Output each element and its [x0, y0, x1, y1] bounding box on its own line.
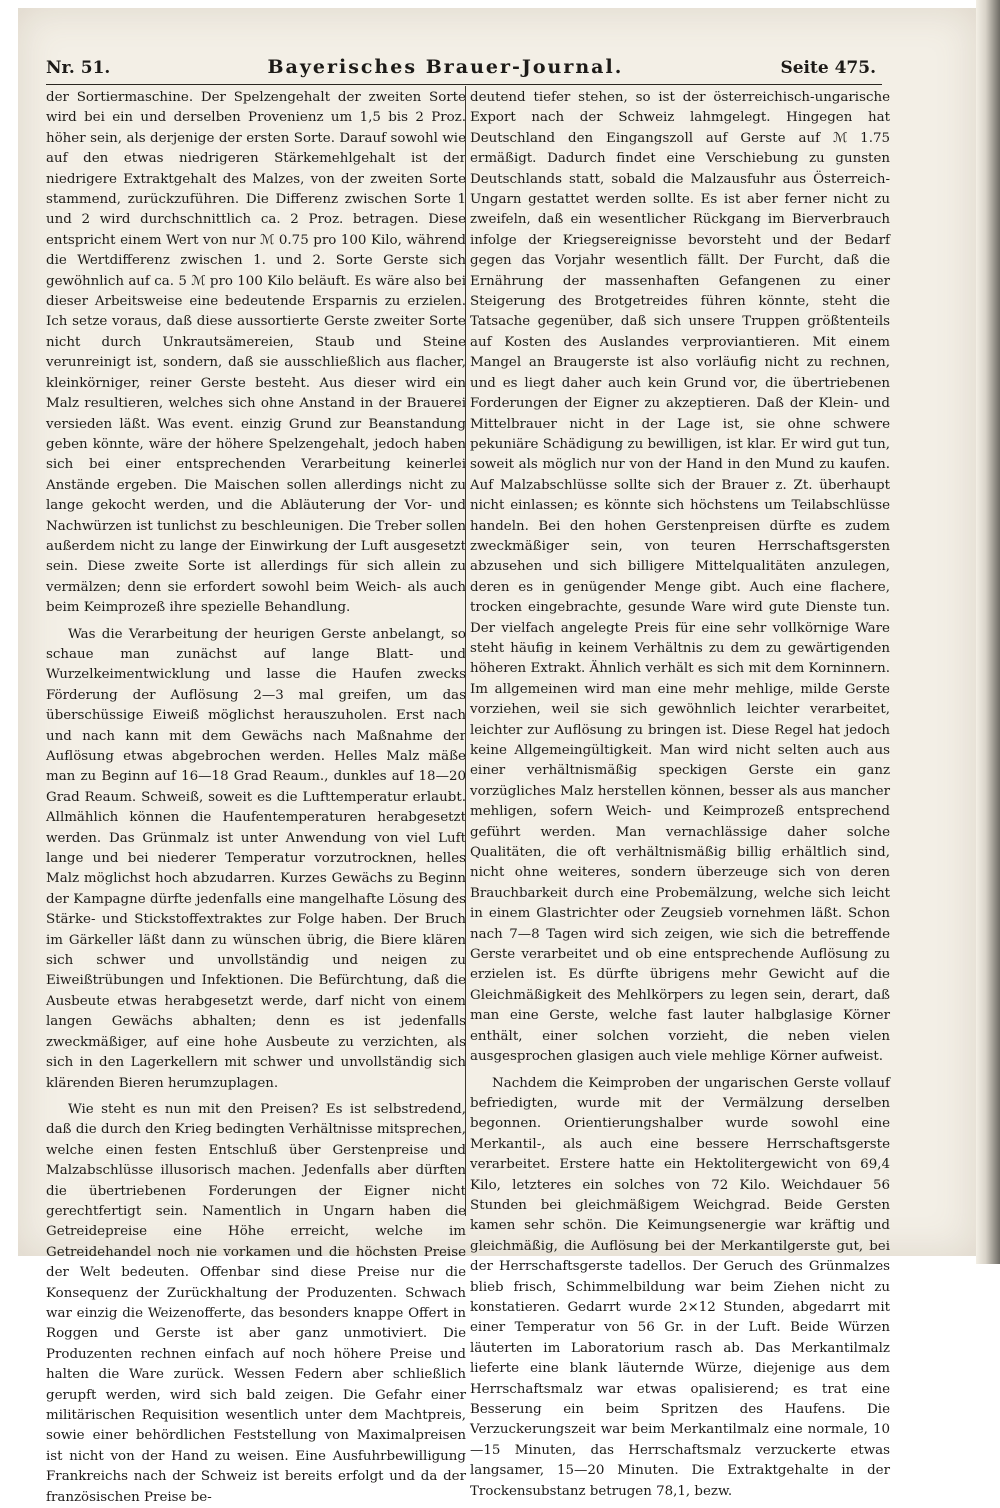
paragraph: deutend tiefer stehen, so ist der österreichisch-ungarische Export nach der Schweiz lahmgelegt. Hingegen hat Deutschland den Eingangszoll auf Gerste auf ℳ 1.75 ermäßigt. Dadurch findet eine Verschiebung zu gunsten Deutschlands statt, sobald die Malzausfuhr aus Österreich-Ungarn gestattet werden sollte. Es ist aber ferner nicht zu zweifeln, daß ein wesentlicher Rückgang im Bierverbrauch infolge der Kriegsereignisse bevorsteht und der Bedarf gegen das Vorjahr wesentlich fällt. Der Furcht, daß die Ernährung der massenhaften Gefangenen zu einer Steigerung des Brotgetreides führen könnte, steht die Tatsache gegenüber, daß sich unsere Truppen größtenteils auf Kosten des Auslandes verproviantieren. Mit einem Mangel an Braugerste ist also vorläufig nicht zu rechnen, und es liegt daher auch kein Grund vor, die übertriebenen Forderungen der Eigner zu akzeptieren. Daß der Klein- und Mittelbrauer nicht in der Lage ist, sie ohne schwere pekuniäre Schädigung zu bewilligen, ist klar. Er wird gut tun, soweit als möglich nur von der Hand in den Mund zu kaufen. Auf Malzabschlüsse sollte sich der Brauer z. Zt. überhaupt nicht einlassen; es könnte sich höchstens um Teilabschlüsse handeln. Bei den hohen Gerstenpreisen dürfte es zudem zweckmäßiger sein, von teuren Herrschaftsgersten abzusehen und sich billigere Mittelqualitäten anzulegen, deren es in genügender Menge gibt. Auch eine flachere, trocken eingebrachte, gesunde Ware wird gute Dienste tun. Der vielfach angelegte Preis für eine sehr vollkörnige Ware steht häufig in keinem Verhältnis zu dem zu gewärtigenden höheren Extrakt. Ähnlich verhält es sich mit dem Korninnern. Im allgemeinen wird man eine mehr mehlige, milde Gerste vorziehen, weil sie sich gewöhnlich leichter verarbeitet, leichter zur Auflösung zu bringen ist. Diese Regel hat jedoch keine Allgemeingültigkeit. Man wird nicht selten auch aus einer verhältnismäßig speckigen Gerste ein ganz vorzügliches Malz herstellen können, besser als aus mancher mehligen, sofern Weich- und Keimprozeß entsprechend geführt werden. Man vernachlässige daher solche Qualitäten, die oft verhältnismäßig billig erhältlich sind, nicht ohne weiteres, sondern überzeuge sich von deren Brauchbarkeit durch eine Probemälzung, welche sich leicht in einem Glastrichter oder Zeugsieb vornehmen läßt. Schon nach 7—8 Tagen wird sich zeigen, wie sich die betreffende Gerste verarbeitet und ob eine entsprechende Auflösung zu erzielen ist. Es dürfte übrigens mehr Gewicht auf die Gleichmäßigkeit des Mehlkörpers zu legen sein, derart, daß man eine Gerste, welche fast lauter halbglasige Körner enthält, einer solchen vorzieht, die neben vielen ausgesprochen glasigen auch viele mehlige Körner aufweist.: [470, 90, 890, 1065]
paragraph: Nachdem die Keimproben der ungarischen Gerste vollauf befriedigten, wurde mit der Vermälzung derselben begonnen. Orientierungshalber wurde sowohl eine Merkantil-, als auch eine bessere Herrschaftsgerste verarbeitet. Erstere hatte ein Hektolitergewicht von 69,4 Kilo, letzteres ein solches von 72 Kilo. Weichdauer 56 Stunden bei gleichmäßigem Weichgrad. Beide Gersten kamen sehr schön. Die Keimungsenergie war kräftig und gleichmäßig, die Auflösung bei der Merkantilgerste gut, bei der Herrschaftsgerste tadellos. Der Geruch des Grünmalzes blieb frisch, Schimmelbildung war beim Ziehen nicht zu konstatieren. Gedarrt wurde 2×12 Stunden, abgedarrt mit einer Temperatur von 56 Gr. in der Luft. Beide Würzen läuterten im Laboratorium rasch ab. Das Merkantilmalz lieferte eine blank läuternde Würze, diejenige aus dem Herrschaftsmalz war etwas opalisierend; es trat eine Besserung ein beim Spritzen des Haufens. Die Verzuckerungszeit war beim Merkantilmalz eine normale, 10—15 Minuten, das Herrschaftsmalz verzuckerte etwas langsamer, 15—20 Minuten. Die Extraktgehalte in der Trockensubstanz betrugen 78,1, bezw.: [470, 1075, 890, 1499]
paragraph: Wie steht es nun mit den Preisen? Es ist selbstredend, daß die durch den Krieg bedingten Verhältnisse mitsprechen, welche einen festen Entschluß über Gerstenpreise und Malzabschlüsse illusorisch machen. Jedenfalls aber dürften die übertriebenen Forderungen der Eigner nicht gerechtfertigt sein. Namentlich in Ungarn haben die Getreidepreise eine Höhe erreicht, welche im Getreidehandel noch nie vorkamen und die höchsten Preise der Welt bedeuten. Offenbar sind diese Preise nur die Konsequenz der Zurückhaltung der Produzenten. Schwach war einzig die Weizenofferte, das besonders knappe Offert in Roggen und Gerste ist aber ganz unmotiviert. Die Produzenten rechnen einfach auf noch höhere Preise und halten die Ware zurück. Wessen Federn aber schließlich gerupft werden, wird sich bald zeigen. Die Gefahr einer militärischen Requisition wesentlich unter dem Machtpreis, sowie einer behördlichen Feststellung von Maximalpreisen ist nicht von der Hand zu weisen. Eine Ausfuhrbewilligung Frankreichs nach der Schweiz ist bereits erfolgt und da der französischen Preise be-: [46, 1101, 466, 1505]
page-number: Seite 475.: [780, 58, 876, 78]
page-header: [46, 56, 876, 82]
header-rule: [46, 84, 882, 85]
page-edge-shadow: [976, 0, 1000, 1264]
journal-title: Bayerisches Brauer-Journal.: [267, 56, 624, 78]
column-divider: [465, 86, 466, 1216]
issue-number: Nr. 51.: [46, 58, 111, 78]
right-column: [470, 88, 890, 1502]
paragraph: Was die Verarbeitung der heurigen Gerste anbelangt, so schaue man zunächst auf lange Blatt- und Wurzelkeimentwicklung und lasse die Haufen zwecks Förderung der Auflösung 2—3 mal greifen, um das überschüssige Eiweiß möglichst herauszuholen. Erst nach und nach kann mit dem Gewächs nach Maßnahme der Auflösung etwas abgebrochen werden. Helles Malz mäße man zu Beginn auf 16—18 Grad Reaum., dunkles auf 18—20 Grad Reaum. Schweiß, soweit es die Lufttemperatur erlaubt. Allmählich können die Haufentemperaturen herabgesetzt werden. Das Grünmalz ist unter Anwendung von viel Luft lange und bei niederer Temperatur vorzutrocknen, helles Malz möglichst hoch abzudarren. Kurzes Gewächs zu Beginn der Kampagne dürfte jedenfalls eine mangelhafte Lösung des Stärke- und Stickstoffextraktes zur Folge haben. Der Bruch im Gärkeller läßt dann zu wünschen übrig, die Biere klären sich schwer und unvollständig und neigen zu Eiweißtrübungen und Infektionen. Die Befürchtung, daß die Ausbeute etwas herabgesetzt werde, darf nicht von einem langen Gewächs abhalten; denn es ist jedenfalls zweckmäßiger, auf eine hohe Ausbeute zu verzichten, als sich in den Lagerkellern mit schwer und unvollständig sich klärenden Bieren herumzuplagen.: [46, 626, 466, 1091]
left-column: [46, 88, 466, 1508]
paragraph: der Sortiermaschine. Der Spelzengehalt der zweiten Sorte wird bei ein und derselben Provenienz um 1,5 bis 2 Proz. höher sein, als derjenige der ersten Sorte. Darauf sowohl wie auf den etwas niedrigeren Stärkemehlgehalt ist der niedrigere Extraktgehalt des Malzes, von der zweiten Sorte stammend, zurückzuführen. Die Differenz zwischen Sorte 1 und 2 wird durchschnittlich ca. 2 Proz. betragen. Diese entspricht einem Wert von nur ℳ 0.75 pro 100 Kilo, während die Wertdifferenz zwischen 1. und 2. Sorte Gerste sich gewöhnlich auf ca. 5 ℳ pro 100 Kilo beläuft. Es wäre also bei dieser Arbeitsweise eine bedeutende Ersparnis zu erzielen. Ich setze voraus, daß diese aussortierte Gerste zweiter Sorte nicht durch Unkrautsämereien, Staub und Steine verunreinigt ist, sondern, daß sie ausschließlich aus flacher, kleinkörniger, reiner Gerste besteht. Aus dieser wird ein Malz resultieren, welches sich ohne Anstand in der Brauerei versieden läßt. Was event. einzig Grund zur Beanstandung geben könnte, wäre der höhere Spelzengehalt, jedoch haben sich bei einer entsprechenden Verarbeitung keinerlei Anstände ergeben. Die Maischen sollen allerdings nicht zu lange gekocht werden, und die Abläuterung der Vor- und Nachwürzen ist tunlichst zu beschleunigen. Die Treber sollen außerdem nicht zu lange der Einwirkung der Luft ausgesetzt sein. Diese zweite Sorte ist allerdings für sich allein zu vermälzen; denn sie erfordert sowohl beim Weich- als auch beim Keimprozeß ihre spezielle Behandlung.: [46, 90, 466, 616]
